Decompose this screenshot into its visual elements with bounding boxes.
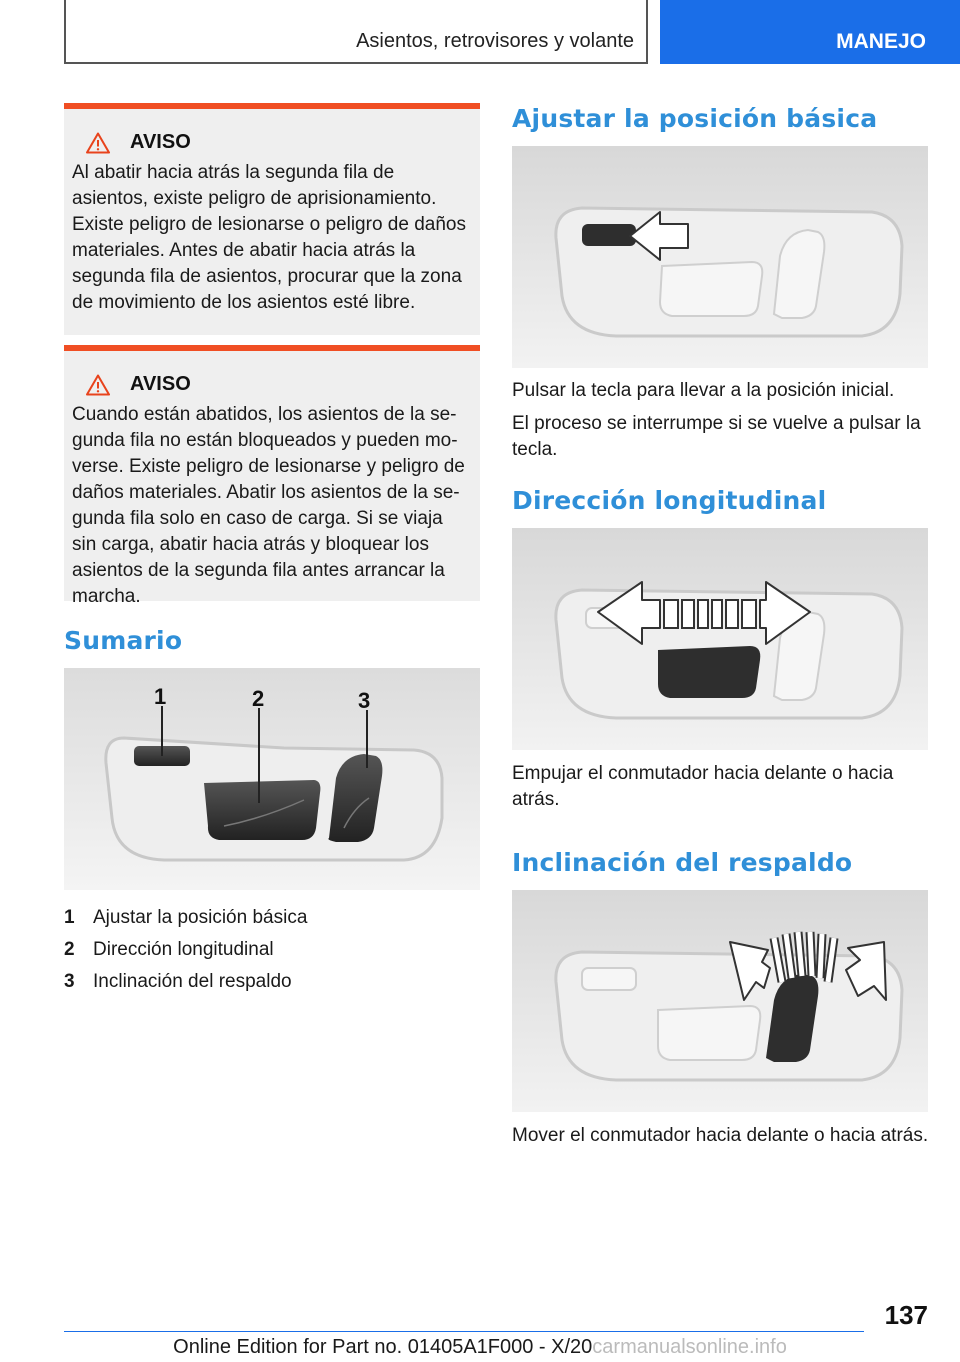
- warning-text: Al abatir hacia atrás la segunda fila de asientos, existe peligro de aprisionamiento. Existe peligro de lesionarse o peligro de daños materiales. Antes de abatir hacia atrás la segunda fila de asientos, procurar que la zona de movimiento de los asientos esté libre.: [72, 162, 466, 313]
- legend-number: 1: [64, 907, 75, 928]
- legend-item: [64, 902, 480, 934]
- backrest-heading: Inclinación del respaldo: [512, 848, 853, 877]
- legend-item: [64, 934, 480, 966]
- legend-label: Inclinación del respaldo: [93, 971, 292, 992]
- longitudinal-heading: Dirección longitudinal: [512, 486, 827, 515]
- page-number: 137: [884, 1300, 928, 1330]
- warning-title: AVISO: [130, 373, 191, 395]
- callout-1: 1: [154, 684, 167, 709]
- longitudinal-image: [512, 528, 928, 750]
- legend-number: 2: [64, 939, 75, 960]
- basic-position-heading: Ajustar la posición básica: [512, 104, 878, 133]
- callout-3: 3: [358, 688, 371, 713]
- sumario-legend: [64, 902, 480, 998]
- seat-controls-overview-image: [64, 668, 480, 890]
- header-section: [64, 0, 648, 64]
- footer-divider: [64, 1331, 864, 1332]
- edition-text: Online Edition for Part no. 01405A1F000 - X/20: [173, 1336, 593, 1358]
- basic-position-image: [512, 146, 928, 368]
- warning-title: AVISO: [130, 131, 191, 153]
- sumario-heading: Sumario: [64, 626, 183, 655]
- legend-number: 3: [64, 971, 75, 992]
- warning-box-2: [64, 345, 480, 607]
- longitudinal-text: Empujar el conmutador hacia delante o hacia atrás.: [512, 763, 894, 810]
- callout-2: 2: [252, 686, 265, 711]
- legend-label: Ajustar la posición básica: [93, 907, 308, 928]
- backrest-image: [512, 890, 928, 1112]
- warning-box-1: [64, 103, 480, 335]
- chapter-tab[interactable]: [660, 0, 960, 64]
- warning-triangle-icon: [86, 374, 110, 396]
- warning-text: Cuando están abatidos, los asientos de la segunda fila no están bloqueados y pueden moverse. Existe peligro de lesionarse y peligro de daños materiales. Abatir los asientos de la segunda fila solo en caso de carga. Si se viaja sin carga, abatir hacia atrás y bloquear los asientos de la segunda fila antes arrancar la marcha.: [72, 404, 465, 607]
- legend-label: Dirección longitudinal: [93, 939, 274, 960]
- section-title: Asientos, retrovisores y volante: [356, 30, 634, 52]
- legend-item: [64, 966, 480, 998]
- warning-triangle-icon: [86, 132, 110, 154]
- basic-position-text-2: El proceso se interrumpe si se vuelve a pulsar la tecla.: [512, 413, 921, 460]
- backrest-text: Mover el conmutador hacia delante o hacia atrás.: [512, 1125, 929, 1146]
- basic-position-text-1: Pulsar la tecla para llevar a la posición inicial.: [512, 380, 895, 401]
- watermark: carmanualsonline.info: [592, 1336, 787, 1358]
- footer-edition: [0, 1336, 960, 1359]
- chapter-tab-label: MANEJO: [836, 30, 926, 53]
